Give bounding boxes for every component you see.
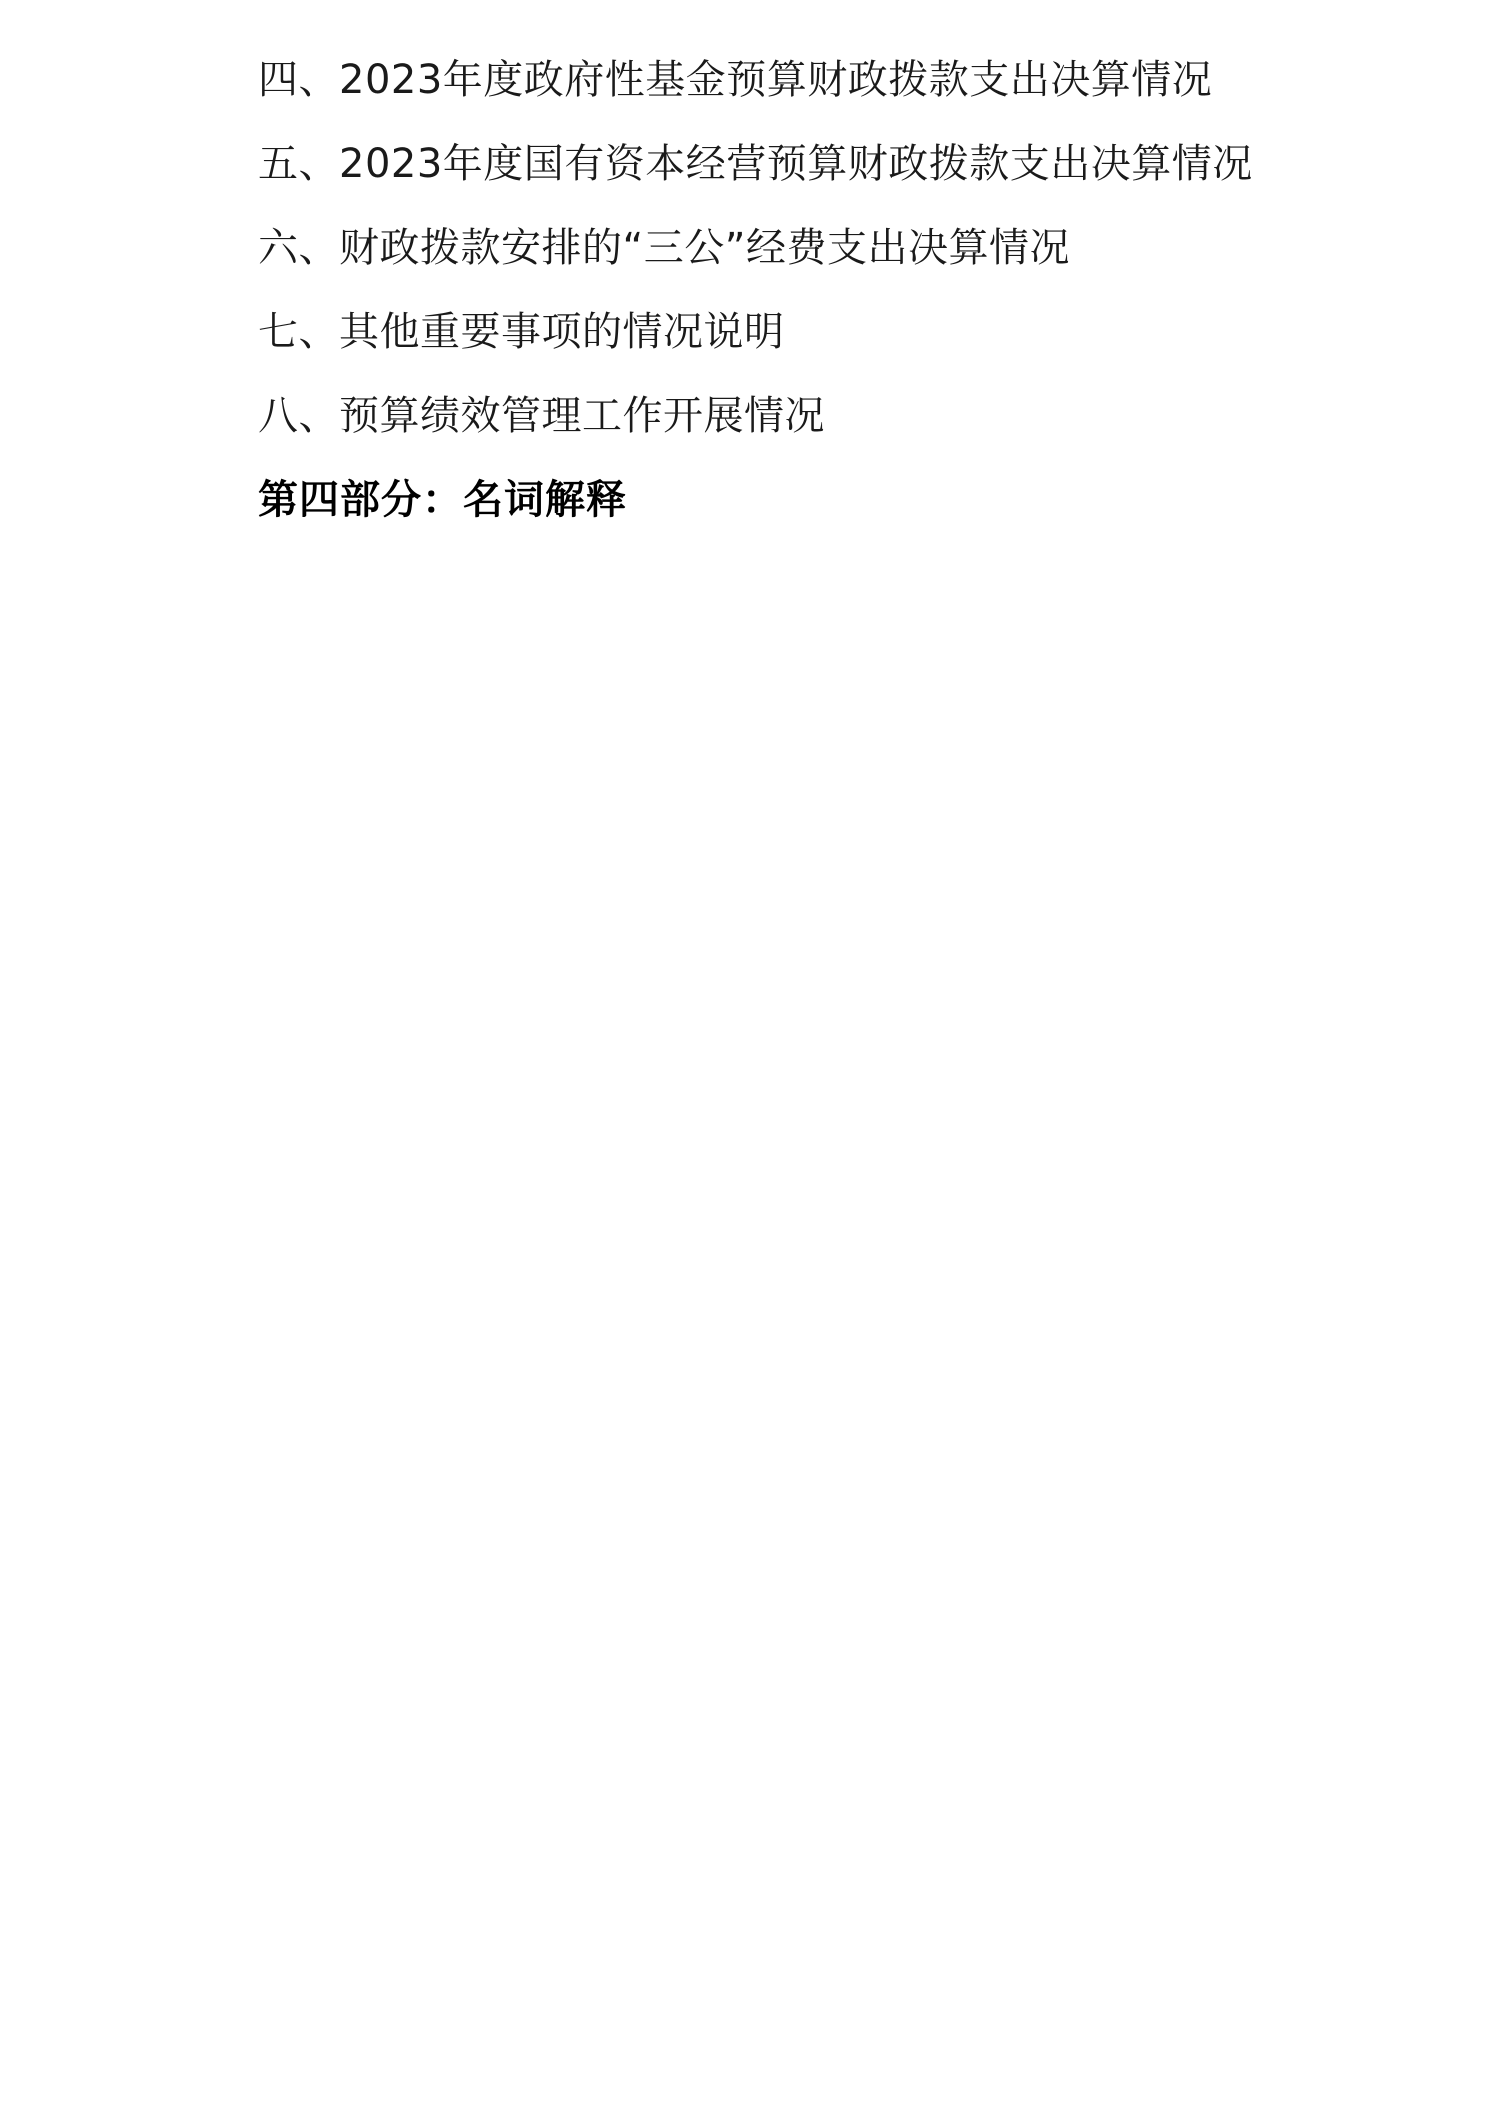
toc-item-7: 七、其他重要事项的情况说明 bbox=[258, 309, 785, 355]
toc-item-6: 六、财政拨款安排的“三公”经费支出决算情况 bbox=[258, 225, 1070, 271]
toc-item-5: 五、2023年度国有资本经营预算财政拨款支出决算情况 bbox=[258, 141, 1253, 187]
toc-item-8: 八、预算绩效管理工作开展情况 bbox=[258, 393, 825, 439]
document-content bbox=[258, 57, 1258, 523]
section-heading-part-four: 第四部分：名词解释 bbox=[258, 477, 627, 523]
toc-item-4: 四、2023年度政府性基金预算财政拨款支出决算情况 bbox=[258, 57, 1213, 103]
